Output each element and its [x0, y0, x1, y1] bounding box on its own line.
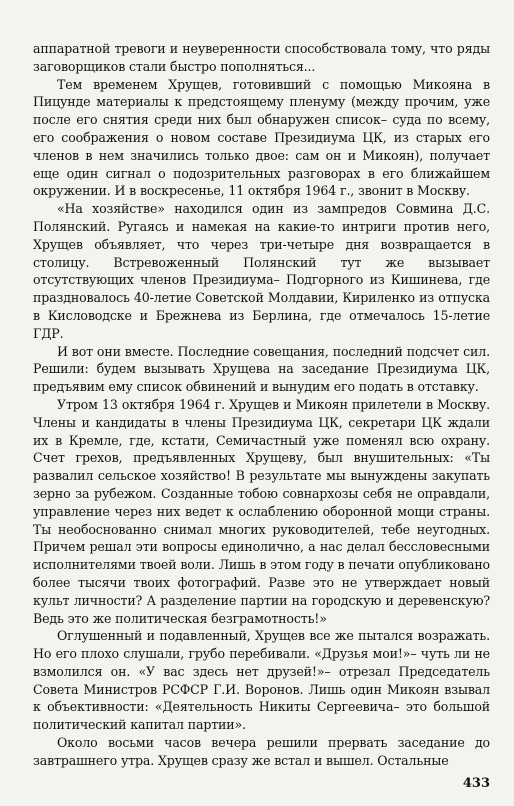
body-text: [33, 40, 490, 770]
paragraph: И вот они вместе. Последние совещания, последний подсчет сил. Решили: будем вызывать Хрущева на заседание Президиума ЦК, предъявим ему список обвинений и вынудим его подать в отставку.: [33, 343, 490, 395]
paragraph: «На хозяйстве» находился один из зампредов Совмина Д.С. Полянский. Ругаясь и намекая на какие-то интриги против него, Хрущев объявляет, что через три-четыре дня возвращается в столицу. Встревоженный Полянский тут же вызывает отсутствующих членов Президиума– Подгорного из Кишинева, где праздновалось 40-летие Советской Молдавии, Кириленко из отпуска в Кисловодске и Брежнева из Берлина, где отмечалось 15-летие ГДР.: [33, 201, 490, 341]
paragraph-continued: аппаратной тревоги и неуверенности способствовала тому, что ряды заговорщиков стали быстро пополняться...: [33, 41, 490, 74]
page-number: 433: [462, 776, 490, 791]
paragraph: Утром 13 октября 1964 г. Хрущев и Микоян прилетели в Москву. Члены и кандидаты в члены Президиума ЦК, секретари ЦК ждали их в Кремле, где, кстати, Семичастный уже поменял всю охрану. Счет грехов, предъявленных Хрущеву, был внушительных: «Ты развалил сельское хозяйство! В результате мы вынуждены закупать зерно за рубежом. Созданные тобою совнархозы себя не оправдали, управление через них ведет к ослаблению оборонной мощи страны. Ты необоснованно снимал многих руководителей, тебе неугодных. Причем решал эти вопросы единолично, а нас делал бессловесными исполнителями твоей воли. Лишь в этом году в печати опубликовано более тысячи твоих фотографий. Разве это не утверждает новый культ личности? А разделение партии на городскую и деревенскую? Ведь это же политическая безграмотность!»: [33, 396, 490, 626]
paragraph: Тем временем Хрущев, готовивший с помощью Микояна в Пицунде материалы к предстоящему пленуму (между прочим, уже после его снятия среди них был обнаружен список– суда по всему, его соображения о новом составе Президиума ЦК, из старых его членов в нем значились только двое: сам он и Микоян), получает еще один сигнал о подозрительных разговорах в его ближайшем окружении. И в воскресенье, 11 октября 1964 г., звонит в Москву.: [33, 76, 490, 199]
paragraph: Оглушенный и подавленный, Хрущев все же пытался возражать. Но его плохо слушали, грубо перебивали. «Друзья мои!»– чуть ли не взмолился он. «У вас здесь нет друзей!»– отрезал Председатель Совета Министров РСФСР Г.И. Воронов. Лишь один Микоян взывал к объективности: «Деятельность Никиты Сергеевича– это большой политический капитал партии».: [33, 628, 490, 733]
paragraph: Около восьми часов вечера решили прервать заседание до завтрашнего утра. Хрущев сразу же встал и вышел. Остальные: [33, 735, 490, 768]
